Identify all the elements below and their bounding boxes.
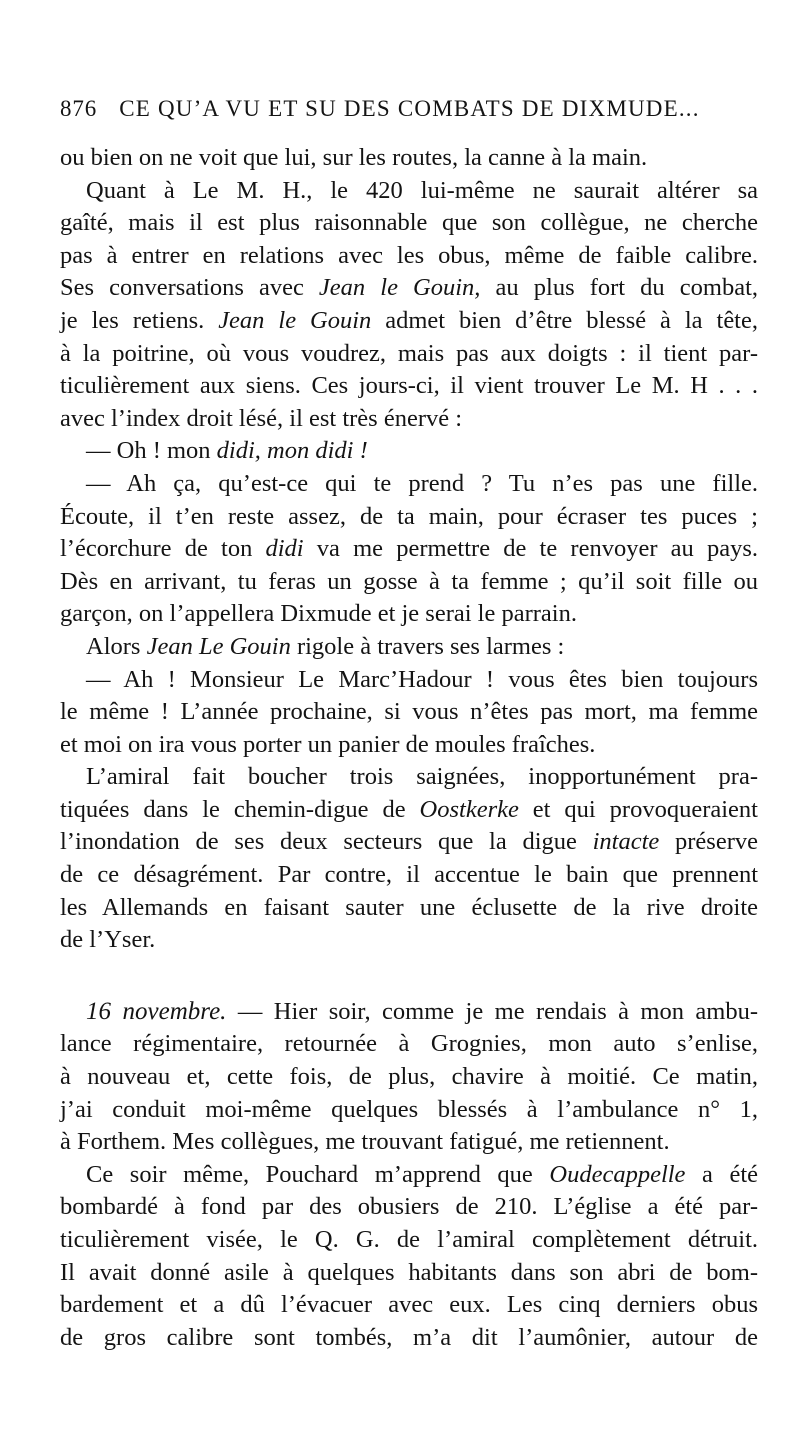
text-line bbox=[60, 598, 758, 631]
text-line bbox=[60, 338, 758, 371]
text-run: ticulièrement aux siens. Ces jours-ci, il vient trouver Le M. H . . . bbox=[60, 372, 758, 400]
text-line bbox=[60, 1289, 758, 1322]
running-title: CE QU’A VU ET SU DES COMBATS DE DIXMUDE... bbox=[119, 96, 700, 121]
running-header bbox=[60, 96, 700, 122]
text-line bbox=[60, 761, 758, 794]
paragraph bbox=[60, 996, 758, 1159]
text-run: — Ah ça, qu’est-ce qui te prend ? Tu n’es pas une fille. bbox=[86, 469, 758, 497]
text-run: — Hier soir, comme je me rendais à mon ambu- bbox=[226, 997, 758, 1025]
text-run: au plus fort du combat, bbox=[480, 274, 759, 302]
text-line bbox=[60, 370, 758, 403]
italic-text: Jean le Gouin, bbox=[318, 274, 481, 302]
italic-text: didi, mon didi ! bbox=[216, 437, 368, 465]
italic-text: didi bbox=[265, 535, 304, 563]
text-run: de ce désagrément. Par contre, il accentue le bain que prennent bbox=[60, 861, 758, 889]
text-run: et moi on ira vous porter un panier de moules fraîches. bbox=[60, 730, 596, 758]
text-run: j’ai conduit moi-même quelques blessés à l’ambulance n° 1, bbox=[60, 1095, 758, 1123]
text-run: — Ah ! Monsieur Le Marc’Hadour ! vous êtes bien toujours bbox=[86, 665, 758, 693]
text-line bbox=[60, 826, 758, 859]
text-run: avec l’index droit lésé, il est très énervé : bbox=[60, 404, 463, 432]
paragraph bbox=[60, 142, 758, 175]
italic-text: Oostkerke bbox=[419, 795, 519, 823]
text-run: l’inondation de ses deux secteurs que la digue bbox=[60, 828, 593, 856]
text-run: Ce soir même, Pouchard m’apprend que bbox=[86, 1160, 550, 1188]
text-run: Quant à Le M. H., le 420 lui-même ne saurait altérer sa bbox=[86, 176, 758, 204]
text-run: gaîté, mais il est plus raisonnable que son collègue, ne cherche bbox=[60, 209, 758, 237]
text-line bbox=[60, 1159, 758, 1192]
text-line bbox=[60, 729, 758, 762]
paragraph bbox=[60, 175, 758, 436]
text-line bbox=[60, 631, 758, 664]
text-line bbox=[60, 207, 758, 240]
text-line bbox=[60, 142, 758, 175]
text-line bbox=[60, 501, 758, 534]
text-line bbox=[60, 435, 758, 468]
italic-text: Oudecappelle bbox=[549, 1160, 686, 1188]
text-run: l’écorchure de ton bbox=[60, 535, 266, 563]
text-line bbox=[60, 403, 758, 436]
text-run: à nouveau et, cette fois, de plus, chavire à moitié. Ce matin, bbox=[60, 1063, 758, 1091]
text-line bbox=[60, 272, 758, 305]
text-run: le même ! L’année prochaine, si vous n’êtes pas mort, ma femme bbox=[60, 698, 758, 726]
text-run: Il avait donné asile à quelques habitants dans son abri de bom- bbox=[60, 1258, 758, 1286]
text-run: Dès en arrivant, tu feras un gosse à ta femme ; qu’il soit fille ou bbox=[60, 567, 758, 595]
paragraph bbox=[60, 631, 758, 664]
italic-text: Jean Le Gouin bbox=[146, 632, 291, 660]
text-line bbox=[60, 996, 758, 1029]
text-run: à la poitrine, où vous voudrez, mais pas aux doigts : il tient par- bbox=[60, 339, 758, 367]
page-number: 876 bbox=[60, 96, 98, 121]
text-run: et qui provoqueraient bbox=[518, 795, 758, 823]
text-run: a été bbox=[685, 1160, 758, 1188]
text-line bbox=[60, 566, 758, 599]
text-run: garçon, on l’appellera Dixmude et je serai le parrain. bbox=[60, 600, 577, 628]
text-run: à Forthem. Mes collègues, me trouvant fatigué, me retiennent. bbox=[60, 1128, 670, 1156]
text-line bbox=[60, 696, 758, 729]
text-run: ticulièrement visée, le Q. G. de l’amiral complètement détruit. bbox=[60, 1226, 758, 1253]
text-run: va me permettre de te renvoyer au pays. bbox=[303, 535, 758, 563]
paragraph bbox=[60, 468, 758, 631]
text-line bbox=[60, 1094, 758, 1127]
text-run: les Allemands en faisant sauter une éclusette de la rive droite bbox=[60, 893, 758, 921]
text-run: de gros calibre sont tombés, m’a dit l’aumônier, autour de bbox=[60, 1323, 758, 1351]
text-run: de l’Yser. bbox=[60, 926, 156, 954]
text-run: tiquées dans le chemin-digue de bbox=[60, 795, 420, 823]
section-gap bbox=[60, 957, 758, 996]
text-line bbox=[60, 1322, 758, 1355]
text-run: Alors bbox=[86, 632, 147, 660]
text-run: admet bien d’être blessé à la tête, bbox=[371, 306, 758, 334]
text-run: rigole à travers ses larmes : bbox=[290, 632, 565, 660]
text-line bbox=[60, 1257, 758, 1290]
paragraph bbox=[60, 435, 758, 468]
text-run: pas à entrer en relations avec les obus, même de faible calibre. bbox=[60, 241, 758, 269]
text-line bbox=[60, 240, 758, 273]
text-run: bombardé à fond par des obusiers de 210. L’église a été par- bbox=[60, 1193, 758, 1221]
italic-text: Jean le Gouin bbox=[218, 306, 372, 334]
text-line bbox=[60, 892, 758, 925]
text-run: lance régimentaire, retournée à Grognies, mon auto s’enlise, bbox=[60, 1030, 758, 1058]
entry-date: 16 novembre. bbox=[86, 997, 227, 1025]
text-run: L’amiral fait boucher trois saignées, inopportunément pra- bbox=[86, 763, 758, 791]
text-run: je les retiens. bbox=[60, 306, 219, 334]
text-line bbox=[60, 468, 758, 501]
text-line bbox=[60, 1061, 758, 1094]
text-line bbox=[60, 533, 758, 566]
paragraph bbox=[60, 664, 758, 762]
text-run: Écoute, il t’en reste assez, de ta main, pour écraser tes puces ; bbox=[60, 502, 758, 530]
text-line bbox=[60, 175, 758, 208]
text-line bbox=[60, 1028, 758, 1061]
paragraph bbox=[60, 761, 758, 957]
text-line bbox=[60, 794, 758, 827]
italic-text: intacte bbox=[592, 828, 660, 856]
text-line bbox=[60, 859, 758, 892]
paragraph bbox=[60, 1159, 758, 1355]
text-run: préserve bbox=[659, 828, 758, 856]
text-run: bardement et a dû l’évacuer avec eux. Les cinq derniers obus bbox=[60, 1291, 758, 1319]
text-line bbox=[60, 1191, 758, 1224]
text-line bbox=[60, 305, 758, 338]
text-run: — Oh ! mon bbox=[86, 437, 217, 465]
text-line bbox=[60, 1224, 758, 1257]
body-text bbox=[60, 142, 758, 1354]
text-run: Ses conversations avec bbox=[60, 274, 319, 302]
text-line bbox=[60, 664, 758, 697]
text-line bbox=[60, 1126, 758, 1159]
text-run: ou bien on ne voit que lui, sur les routes, la canne à la main. bbox=[60, 144, 648, 171]
text-line bbox=[60, 924, 758, 957]
